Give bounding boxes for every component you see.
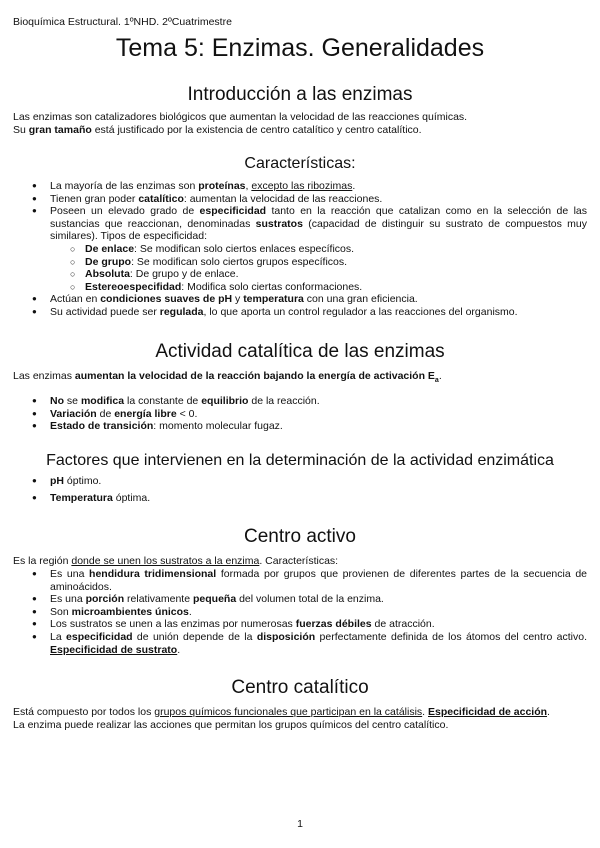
centro-activo-list: [13, 568, 587, 656]
section-heading-introduccion: Introducción a las enzimas: [187, 84, 413, 105]
list-item: ● La especificidad de unión depende de la disposición perfectamente definida de los átomos del centro activo. Especificidad de sustrato.: [13, 631, 587, 656]
sub-list-item: ○ Absoluta: De grupo y de enlace.: [13, 268, 587, 281]
list-item: ● Actúan en condiciones suaves de pH y temperatura con una gran eficiencia.: [13, 293, 587, 306]
page-number: 1: [297, 818, 303, 830]
actividad-list: [13, 395, 587, 433]
subsection-heading-caracteristicas: Características:: [244, 155, 356, 172]
section-heading-centro-activo: Centro activo: [244, 526, 356, 547]
sub-list-item: ○ De grupo: Se modifican solo ciertos grupos específicos.: [13, 256, 587, 269]
list-item: ● Variación de energía libre < 0.: [13, 408, 587, 421]
list-item: ● Es una hendidura tridimensional formada por grupos que provienen de diferentes partes de la secuencia de aminoácidos.: [13, 568, 587, 593]
intro-paragraph: [13, 111, 587, 136]
section-heading-centro-catalitico: Centro catalítico: [231, 677, 369, 698]
factores-list: [13, 475, 587, 504]
centro-catalitico-line-2: La enzima puede realizar las acciones que permitan los grupos químicos del centro catalítico.: [13, 718, 449, 731]
list-item: ● Es una porción relativamente pequeña del volumen total de la enzima.: [13, 593, 587, 606]
list-item: ● Poseen un elevado grado de especificidad tanto en la reacción que catalizan como en la selección de las sustancias que reaccionan, denominadas sustratos (capacidad de distinguir su sustrato de compuestos muy similares). Tipos de especificidad: ○ De enlace: Se modifican solo ciertos enlaces específicos. ○ De grupo: Se modifican solo ciertos grupos específicos. ○ Absoluta: De grupo y de enlace. ○ Estereoespecifidad: Modifica solo ciertas conformaciones.: [13, 205, 587, 293]
list-item: ● No se modifica la constante de equilibrio de la reacción.: [13, 395, 587, 408]
intro-line-2: Su gran tamaño está justificado por la existencia de centro catalítico y centro catalítico.: [13, 123, 422, 136]
list-item: ● Estado de transición: momento molecular fugaz.: [13, 420, 587, 433]
actividad-intro: Las enzimas aumentan la velocidad de la reacción bajando la energía de activación $E_a$.: [13, 370, 442, 385]
centro-catalitico-paragraph: [13, 706, 587, 731]
centro-activo-intro: Es la región donde se unen los sustratos a la enzima. Características:: [13, 555, 339, 567]
caracteristicas-list: [13, 180, 587, 319]
list-item: ● La mayoría de las enzimas son proteínas, excepto las ribozimas.: [13, 180, 587, 193]
document-title: Tema 5: Enzimas. Generalidades: [115, 34, 485, 62]
subsection-heading-factores: Factores que intervienen en la determinación de la actividad enzimática: [46, 452, 554, 469]
list-item: ● Su actividad puede ser regulada, lo que aporta un control regulador a las reacciones del organismo.: [13, 306, 587, 319]
list-item: ● Temperatura óptima.: [13, 492, 587, 505]
sub-list-item: ○ De enlace: Se modifican solo ciertos enlaces específicos.: [13, 243, 587, 256]
list-item: ● pH óptimo.: [13, 475, 587, 488]
sub-list-item: ○ Estereoespecifidad: Modifica solo ciertas conformaciones.: [13, 281, 587, 294]
list-item: ● Tienen gran poder catalítico: aumentan la velocidad de las reacciones.: [13, 193, 587, 206]
document-header: Bioquímica Estructural. 1ºNHD. 2ºCuatrimestre: [13, 16, 232, 28]
list-item: ● Son microambientes únicos.: [13, 606, 587, 619]
section-heading-actividad: Actividad catalítica de las enzimas: [155, 341, 445, 362]
centro-catalitico-line-1: Está compuesto por todos los grupos químicos funcionales que participan en la catálisis. Especificidad de acción.: [13, 706, 550, 718]
list-item: ● Los sustratos se unen a las enzimas por numerosas fuerzas débiles de atracción.: [13, 618, 587, 631]
intro-line-1: Las enzimas son catalizadores biológicos que aumentan la velocidad de las reacciones químicas.: [13, 111, 468, 123]
